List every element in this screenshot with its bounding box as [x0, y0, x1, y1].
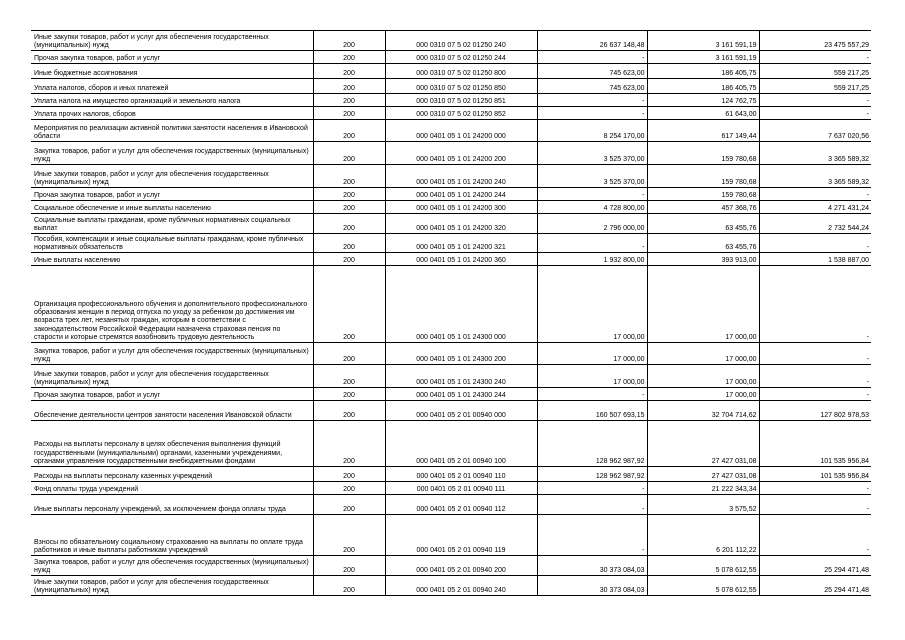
cell-approved: 1 932 800,00: [537, 253, 647, 266]
cell-code: 000 0401 05 2 01 00940 200: [385, 556, 537, 576]
table-row: [31, 188, 871, 201]
cell-line: 200: [313, 421, 385, 467]
budget-execution-table: [31, 30, 871, 596]
cell-executed: 617 149,44: [647, 120, 759, 142]
table-row: [31, 266, 871, 343]
cell-approved: -: [537, 388, 647, 401]
table-row: [31, 165, 871, 188]
cell-code: 000 0401 05 1 01 24200 360: [385, 253, 537, 266]
cell-approved: -: [537, 234, 647, 253]
cell-executed: 159 780,68: [647, 165, 759, 188]
cell-line: 200: [313, 79, 385, 94]
cell-code: 000 0310 07 5 02 01250 244: [385, 51, 537, 64]
cell-code: 000 0401 05 1 01 24300 244: [385, 388, 537, 401]
table-row: [31, 120, 871, 142]
cell-executed: 159 780,68: [647, 188, 759, 201]
cell-unexecuted: -: [759, 515, 871, 556]
cell-name: Иные выплаты персоналу учреждений, за исключением фонда оплаты труда: [31, 495, 313, 515]
cell-approved: 4 728 800,00: [537, 201, 647, 214]
cell-code: 000 0401 05 2 01 00940 112: [385, 495, 537, 515]
cell-code: 000 0401 05 1 01 24200 300: [385, 201, 537, 214]
cell-executed: 3 575,52: [647, 495, 759, 515]
table-row: [31, 79, 871, 94]
cell-approved: 17 000,00: [537, 365, 647, 388]
cell-code: 000 0401 05 1 01 24200 320: [385, 214, 537, 234]
cell-code: 000 0310 07 5 02 01250 852: [385, 107, 537, 120]
table-row: [31, 343, 871, 365]
cell-approved: 3 525 370,00: [537, 142, 647, 165]
cell-executed: 17 000,00: [647, 343, 759, 365]
cell-executed: 63 455,76: [647, 234, 759, 253]
cell-line: 200: [313, 31, 385, 51]
cell-name: Уплата прочих налогов, сборов: [31, 107, 313, 120]
cell-executed: 17 000,00: [647, 388, 759, 401]
table-row: [31, 214, 871, 234]
table-row: [31, 31, 871, 51]
table-row: [31, 576, 871, 596]
table-row: [31, 467, 871, 482]
cell-executed: 63 455,76: [647, 214, 759, 234]
cell-code: 000 0401 05 2 01 00940 240: [385, 576, 537, 596]
cell-code: 000 0401 05 1 01 24300 000: [385, 266, 537, 343]
cell-approved: 128 962 987,92: [537, 467, 647, 482]
cell-line: 200: [313, 142, 385, 165]
cell-approved: 745 623,00: [537, 79, 647, 94]
cell-unexecuted: 25 294 471,48: [759, 556, 871, 576]
cell-unexecuted: 559 217,25: [759, 64, 871, 79]
cell-unexecuted: -: [759, 495, 871, 515]
cell-executed: 6 201 112,22: [647, 515, 759, 556]
cell-executed: 3 161 591,19: [647, 31, 759, 51]
cell-line: 200: [313, 388, 385, 401]
cell-name: Закупка товаров, работ и услуг для обеспечения государственных (муниципальных) нужд: [31, 142, 313, 165]
cell-unexecuted: -: [759, 365, 871, 388]
cell-line: 200: [313, 495, 385, 515]
cell-approved: 3 525 370,00: [537, 165, 647, 188]
cell-unexecuted: 1 538 887,00: [759, 253, 871, 266]
cell-executed: 5 078 612,55: [647, 556, 759, 576]
cell-name: Мероприятия по реализации активной политики занятости населения в Ивановской области: [31, 120, 313, 142]
cell-line: 200: [313, 515, 385, 556]
cell-code: 000 0401 05 2 01 00940 000: [385, 401, 537, 421]
table-row: [31, 142, 871, 165]
table-row: [31, 365, 871, 388]
cell-line: 200: [313, 94, 385, 107]
cell-unexecuted: -: [759, 266, 871, 343]
table-row: [31, 556, 871, 576]
cell-unexecuted: 3 365 589,32: [759, 142, 871, 165]
cell-name: Расходы на выплаты персоналу казенных учреждений: [31, 467, 313, 482]
cell-code: 000 0401 05 1 01 24200 000: [385, 120, 537, 142]
cell-unexecuted: 101 535 956,84: [759, 467, 871, 482]
cell-unexecuted: 3 365 589,32: [759, 165, 871, 188]
cell-approved: -: [537, 482, 647, 495]
table-row: [31, 201, 871, 214]
cell-code: 000 0401 05 1 01 24200 321: [385, 234, 537, 253]
cell-code: 000 0401 05 2 01 00940 100: [385, 421, 537, 467]
table-row: [31, 515, 871, 556]
cell-unexecuted: -: [759, 94, 871, 107]
cell-line: 200: [313, 234, 385, 253]
cell-executed: 393 913,00: [647, 253, 759, 266]
cell-line: 200: [313, 120, 385, 142]
budget-table-sheet: [31, 30, 871, 596]
cell-name: Закупка товаров, работ и услуг для обеспечения государственных (муниципальных) нужд: [31, 556, 313, 576]
cell-unexecuted: 101 535 956,84: [759, 421, 871, 467]
cell-executed: 21 222 343,34: [647, 482, 759, 495]
cell-unexecuted: -: [759, 188, 871, 201]
cell-line: 200: [313, 482, 385, 495]
cell-line: 200: [313, 107, 385, 120]
table-row: [31, 64, 871, 79]
cell-unexecuted: 559 217,25: [759, 79, 871, 94]
table-row: [31, 421, 871, 467]
cell-approved: 17 000,00: [537, 266, 647, 343]
cell-line: 200: [313, 165, 385, 188]
cell-executed: 32 704 714,62: [647, 401, 759, 421]
cell-unexecuted: -: [759, 482, 871, 495]
cell-approved: 26 637 148,48: [537, 31, 647, 51]
cell-executed: 457 368,76: [647, 201, 759, 214]
cell-executed: 17 000,00: [647, 365, 759, 388]
cell-line: 200: [313, 343, 385, 365]
cell-approved: -: [537, 107, 647, 120]
cell-unexecuted: -: [759, 51, 871, 64]
cell-executed: 5 078 612,55: [647, 576, 759, 596]
cell-executed: 17 000,00: [647, 266, 759, 343]
cell-code: 000 0401 05 1 01 24200 200: [385, 142, 537, 165]
cell-name: Иные закупки товаров, работ и услуг для обеспечения государственных (муниципальных) нужд: [31, 576, 313, 596]
cell-approved: 160 507 693,15: [537, 401, 647, 421]
cell-code: 000 0401 05 1 01 24200 244: [385, 188, 537, 201]
cell-name: Иные закупки товаров, работ и услуг для обеспечения государственных (муниципальных) нужд: [31, 365, 313, 388]
cell-code: 000 0310 07 5 02 01250 850: [385, 79, 537, 94]
cell-code: 000 0310 07 5 02 01250 851: [385, 94, 537, 107]
cell-unexecuted: -: [759, 388, 871, 401]
cell-unexecuted: 127 802 978,53: [759, 401, 871, 421]
cell-name: Уплата налогов, сборов и иных платежей: [31, 79, 313, 94]
cell-name: Прочая закупка товаров, работ и услуг: [31, 51, 313, 64]
cell-executed: 27 427 031,08: [647, 467, 759, 482]
cell-unexecuted: -: [759, 234, 871, 253]
cell-executed: 159 780,68: [647, 142, 759, 165]
cell-line: 200: [313, 214, 385, 234]
table-row: [31, 234, 871, 253]
table-row: [31, 94, 871, 107]
cell-unexecuted: -: [759, 343, 871, 365]
cell-unexecuted: 23 475 557,29: [759, 31, 871, 51]
cell-approved: -: [537, 495, 647, 515]
cell-name: Организация профессионального обучения и дополнительного профессионального образования женщин в период отпуска по уходу за ребенком до достижения им возраста трех лет, незанятых граждан, которым в соответствии с законодательством Российской Федерации назначена страховая пенсия по старости и которые стремятся возобновить трудовую деятельность: [31, 266, 313, 343]
cell-approved: -: [537, 515, 647, 556]
cell-code: 000 0310 07 5 02 01250 800: [385, 64, 537, 79]
cell-code: 000 0401 05 2 01 00940 111: [385, 482, 537, 495]
cell-line: 200: [313, 64, 385, 79]
cell-unexecuted: 2 732 544,24: [759, 214, 871, 234]
cell-approved: -: [537, 94, 647, 107]
table-row: [31, 388, 871, 401]
cell-name: Социальное обеспечение и иные выплаты населению: [31, 201, 313, 214]
cell-executed: 186 405,75: [647, 64, 759, 79]
cell-name: Социальные выплаты гражданам, кроме публичных нормативных социальных выплат: [31, 214, 313, 234]
cell-name: Иные бюджетные ассигнования: [31, 64, 313, 79]
cell-line: 200: [313, 576, 385, 596]
cell-approved: 745 623,00: [537, 64, 647, 79]
cell-executed: 27 427 031,08: [647, 421, 759, 467]
table-row: [31, 401, 871, 421]
cell-name: Уплата налога на имущество организаций и земельного налога: [31, 94, 313, 107]
cell-line: 200: [313, 253, 385, 266]
cell-name: Прочая закупка товаров, работ и услуг: [31, 188, 313, 201]
cell-unexecuted: -: [759, 107, 871, 120]
cell-name: Иные закупки товаров, работ и услуг для обеспечения государственных (муниципальных) нужд: [31, 31, 313, 51]
cell-name: Закупка товаров, работ и услуг для обеспечения государственных (муниципальных) нужд: [31, 343, 313, 365]
cell-code: 000 0401 05 2 01 00940 110: [385, 467, 537, 482]
table-row: [31, 253, 871, 266]
cell-code: 000 0310 07 5 02 01250 240: [385, 31, 537, 51]
cell-name: Прочая закупка товаров, работ и услуг: [31, 388, 313, 401]
table-body: [31, 31, 871, 596]
cell-code: 000 0401 05 2 01 00940 119: [385, 515, 537, 556]
cell-line: 200: [313, 365, 385, 388]
cell-unexecuted: 7 637 020,56: [759, 120, 871, 142]
cell-approved: 30 373 084,03: [537, 576, 647, 596]
cell-name: Взносы по обязательному социальному страхованию на выплаты по оплате труда работников и иные выплаты работникам учреждений: [31, 515, 313, 556]
cell-code: 000 0401 05 1 01 24300 240: [385, 365, 537, 388]
cell-approved: 128 962 987,92: [537, 421, 647, 467]
cell-name: Иные выплаты населению: [31, 253, 313, 266]
table-row: [31, 495, 871, 515]
cell-unexecuted: 25 294 471,48: [759, 576, 871, 596]
cell-executed: 124 762,75: [647, 94, 759, 107]
cell-approved: 17 000,00: [537, 343, 647, 365]
cell-approved: -: [537, 188, 647, 201]
cell-line: 200: [313, 556, 385, 576]
cell-approved: -: [537, 51, 647, 64]
table-row: [31, 482, 871, 495]
cell-line: 200: [313, 201, 385, 214]
cell-line: 200: [313, 467, 385, 482]
table-row: [31, 51, 871, 64]
cell-approved: 30 373 084,03: [537, 556, 647, 576]
cell-name: Иные закупки товаров, работ и услуг для обеспечения государственных (муниципальных) нужд: [31, 165, 313, 188]
cell-unexecuted: 4 271 431,24: [759, 201, 871, 214]
cell-line: 200: [313, 401, 385, 421]
cell-executed: 186 405,75: [647, 79, 759, 94]
cell-name: Расходы на выплаты персоналу в целях обеспечения выполнения функций государственными (муниципальными) органами, казенными учреждениями, органами управления государственными внебюджетными фондами: [31, 421, 313, 467]
cell-executed: 3 161 591,19: [647, 51, 759, 64]
cell-line: 200: [313, 51, 385, 64]
cell-executed: 61 643,00: [647, 107, 759, 120]
cell-line: 200: [313, 188, 385, 201]
cell-name: Обеспечение деятельности центров занятости населения Ивановской области: [31, 401, 313, 421]
cell-approved: 8 254 170,00: [537, 120, 647, 142]
cell-code: 000 0401 05 1 01 24200 240: [385, 165, 537, 188]
cell-code: 000 0401 05 1 01 24300 200: [385, 343, 537, 365]
cell-name: Пособия, компенсации и иные социальные выплаты гражданам, кроме публичных нормативных обязательств: [31, 234, 313, 253]
cell-name: Фонд оплаты труда учреждений: [31, 482, 313, 495]
table-row: [31, 107, 871, 120]
cell-line: 200: [313, 266, 385, 343]
cell-approved: 2 796 000,00: [537, 214, 647, 234]
